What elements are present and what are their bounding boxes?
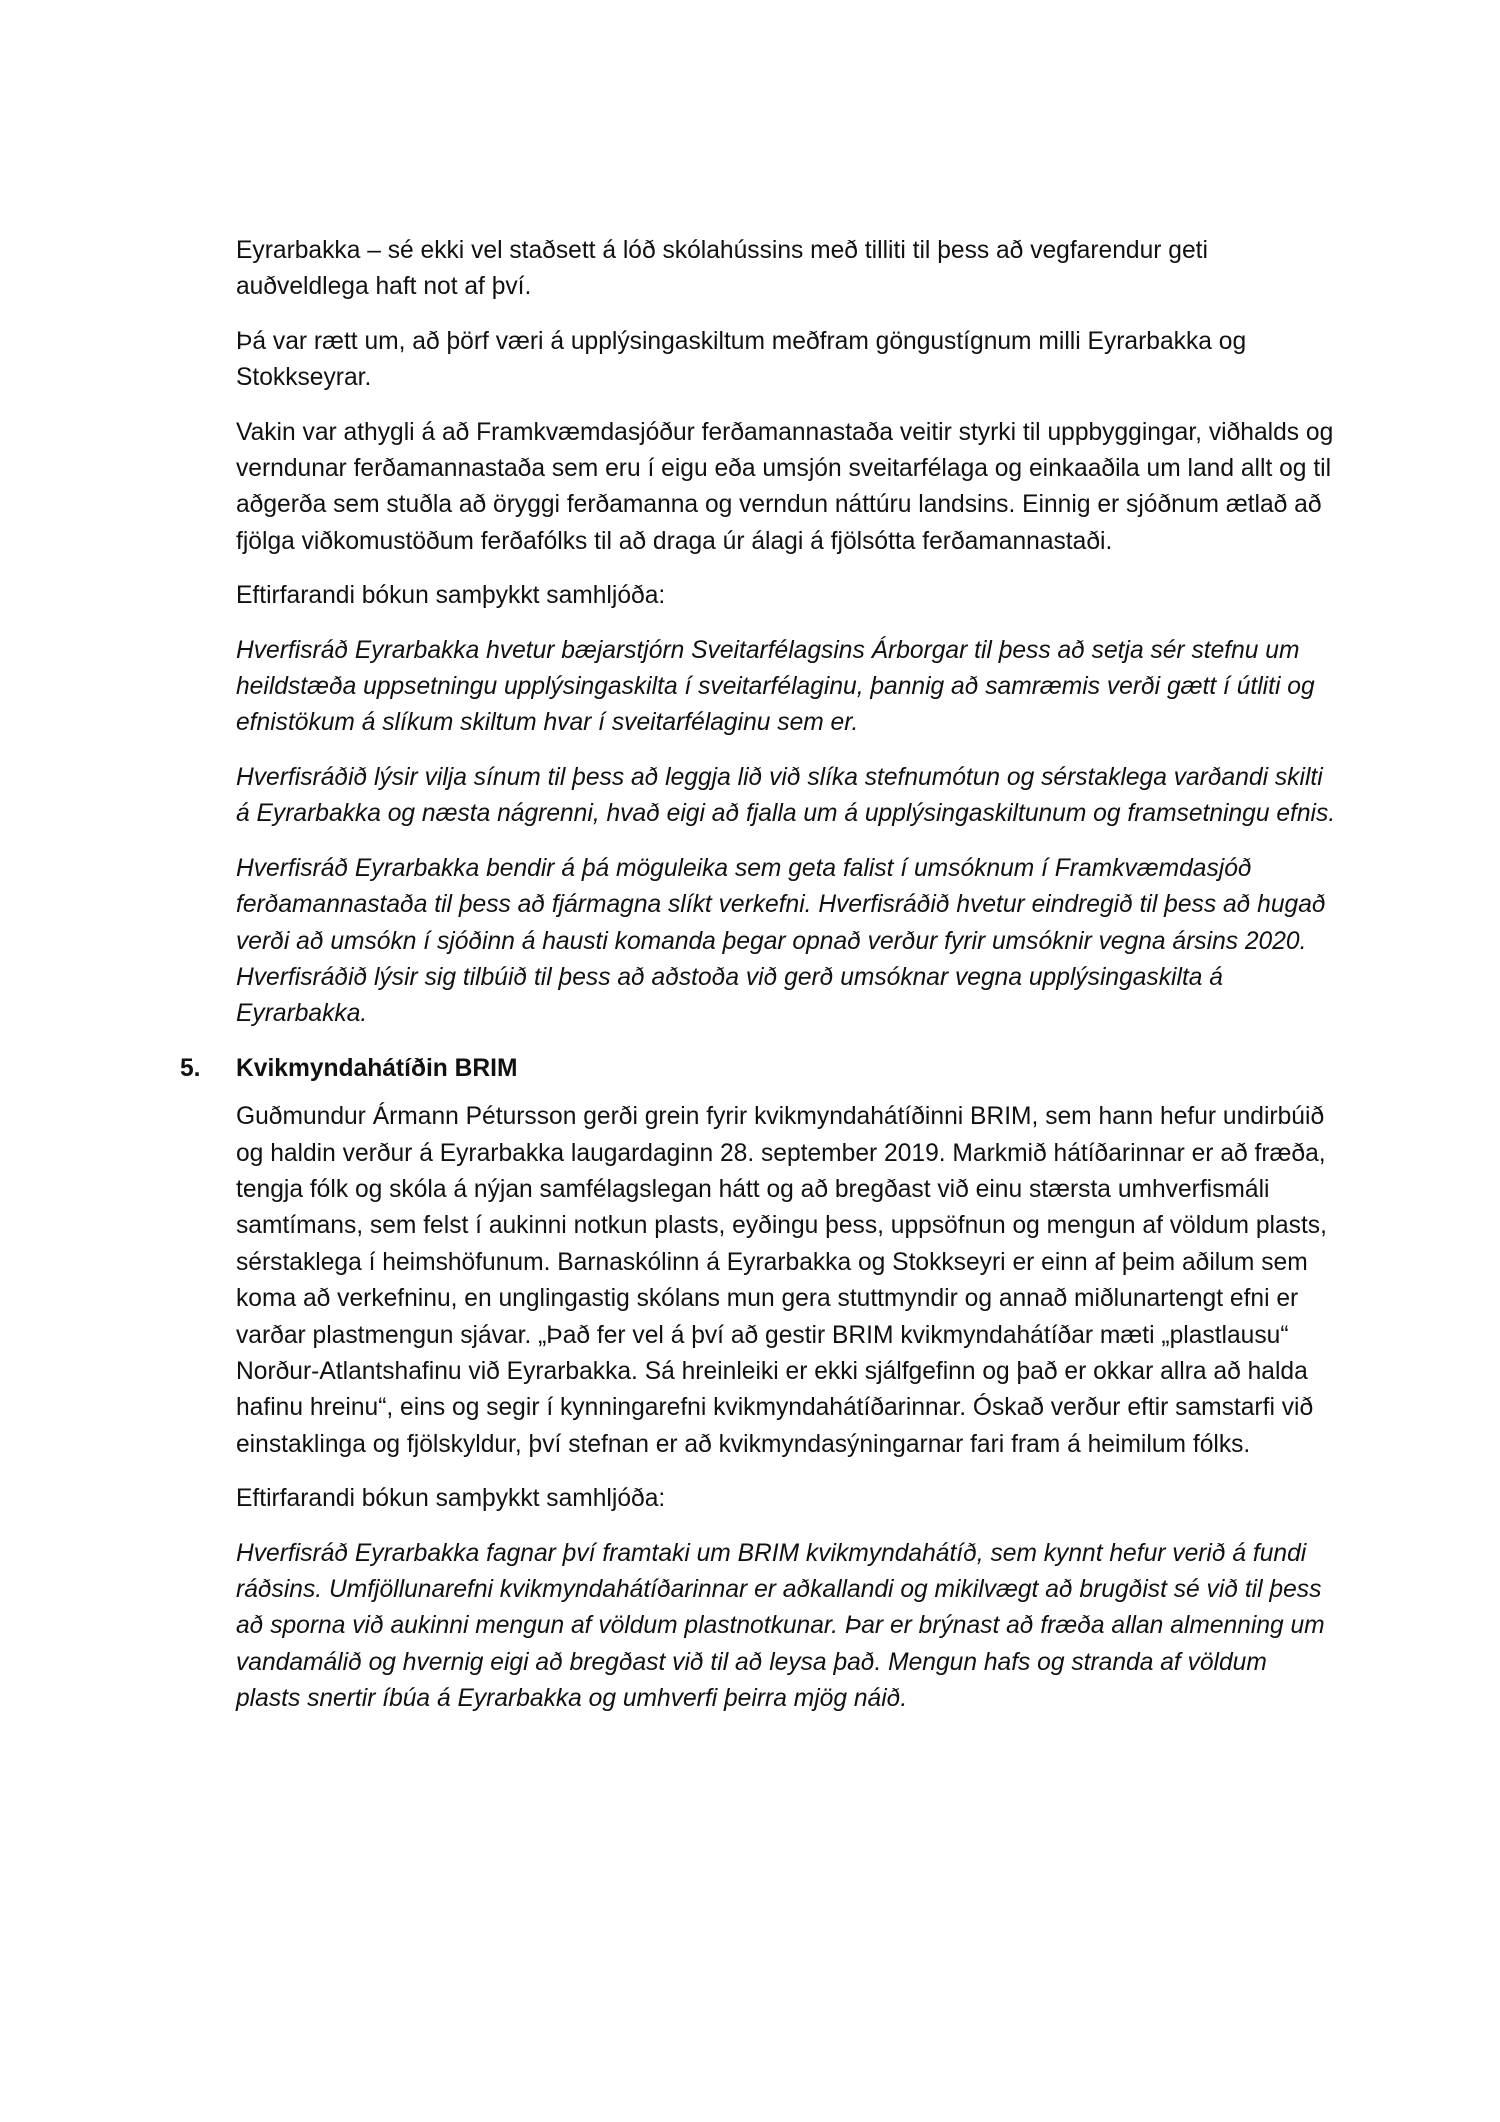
paragraph-tourist-fund: Vakin var athygli á að Framkvæmdasjóður ferðamannastaða veitir styrki til uppbyggingar, viðhalds og verndunar ferðamannastaða sem eru í eigu eða umsjón sveitarfélaga og einkaaðila um land allt og til aðgerða sem stuðla að öryggi ferðamanna og verndun náttúru landsins. Einnig er sjóðnum ætlað að fjölga viðkomustöðum ferðafólks til að draga úr álagi á fjölsótta ferðamannastaði. xyxy=(236,418,1334,555)
section-number: 5. xyxy=(180,1054,201,1082)
section-heading xyxy=(180,1051,1336,1087)
resolution-paragraph-support: Hverfisráðið lýsir vilja sínum til þess að leggja lið við slíka stefnumótun og sérstaklega varðandi skilti á Eyrarbakka og næsta nágrenni, hvað eigi að fjalla um á upplýsingaskiltunum og framsetningu efnis. xyxy=(236,763,1336,828)
paragraph-walking-path-signs: Þá var rætt um, að þörf væri á upplýsingaskiltum meðfram göngustígnum milli Eyrarbakka og Stokkseyrar. xyxy=(236,327,1247,392)
resolution-paragraph-brim: Hverfisráð Eyrarbakka fagnar því framtaki um BRIM kvikmyndahátíð, sem kynnt hefur verið á fundi ráðsins. Umfjöllunarefni kvikmyndahátíðarinnar er aðkallandi og mikilvægt að brugðist sé við til þess að sporna við aukinni mengun af völdum plastnotkunar. Þar er brýnast að fræða allan almenning um vandamálið og hvernig eigi að bregðast við til að leysa það. Mengun hafs og stranda af völdum plasts snertir íbúa á Eyrarbakka og umhverfi þeirra mjög náið. xyxy=(236,1539,1325,1713)
paragraph-sign-location: Eyrarbakka – sé ekki vel staðsett á lóð skólahússins með tilliti til þess að vegfarendur geti auðveldlega haft not af því. xyxy=(236,237,1208,301)
paragraph-resolution-intro-2: Eftirfarandi bókun samþykkt samhljóða: xyxy=(236,1485,666,1513)
paragraph-brim-description: Guðmundur Ármann Pétursson gerði grein fyrir kvikmyndahátíðinni BRIM, sem hann hefur undirbúið og haldin verður á Eyrarbakka laugardaginn 28. september 2019. Markmið hátíðarinnar er að fræða, tengja fólk og skóla á nýjan samfélagslegan hátt og að bregðast við einu stærsta umhverfismáli samtímans, sem felst í aukinni notkun plasts, eyðingu þess, uppsöfnun og mengun af völdum plasts, sérstaklega í heimshöfunum. Barnaskólinn á Eyrarbakka og Stokkseyri er einn af þeim aðilum sem koma að verkefninu, en unglingastig skólans mun gera stuttmyndir og annað miðlunartengt efni er varðar plastmengun sjávar. „Það fer vel á því að gestir BRIM kvikmyndahátíðar mæti „plastlausu“ Norður-Atlantshafinu við Eyrarbakka. Sá hreinleiki er ekki sjálfgefinn og það er okkar allra að halda hafinu hreinu“, eins og segir í kynningarefni kvikmyndahátíðarinnar. Óskað verður eftir samstarfi við einstaklinga og fjölskyldur, því stefnan er að kvikmyndasýningarnar fari fram á heimilum fólks. xyxy=(236,1103,1327,1458)
resolution-paragraph-policy: Hverfisráð Eyrarbakka hvetur bæjarstjórn Sveitarfélagsins Árborgar til þess að setja sér stefnu um heildstæða uppsetningu upplýsingaskilta í sveitarfélaginu, þannig að samræmis verði gætt í útliti og efnistökum á slíkum skiltum hvar í sveitarfélaginu sem er. xyxy=(236,636,1315,737)
paragraph-resolution-intro: Eftirfarandi bókun samþykkt samhljóða: xyxy=(236,582,666,610)
document-body xyxy=(180,233,1336,1736)
resolution-paragraph-funding: Hverfisráð Eyrarbakka bendir á þá möguleika sem geta falist í umsóknum í Framkvæmdasjóð ferðamannastaða til þess að fjármagna slíkt verkefni. Hverfisráðið hvetur eindregið til þess að hugað verði að umsókn í sjóðinn á hausti komanda þegar opnað verður fyrir umsóknir vegna ársins 2020. Hverfisráðið lýsir sig tilbúið til þess að aðstoða við gerð umsóknar vegna upplýsingaskilta á Eyrarbakka. xyxy=(236,854,1326,1028)
section-title: Kvikmyndahátíðin BRIM xyxy=(236,1054,518,1082)
